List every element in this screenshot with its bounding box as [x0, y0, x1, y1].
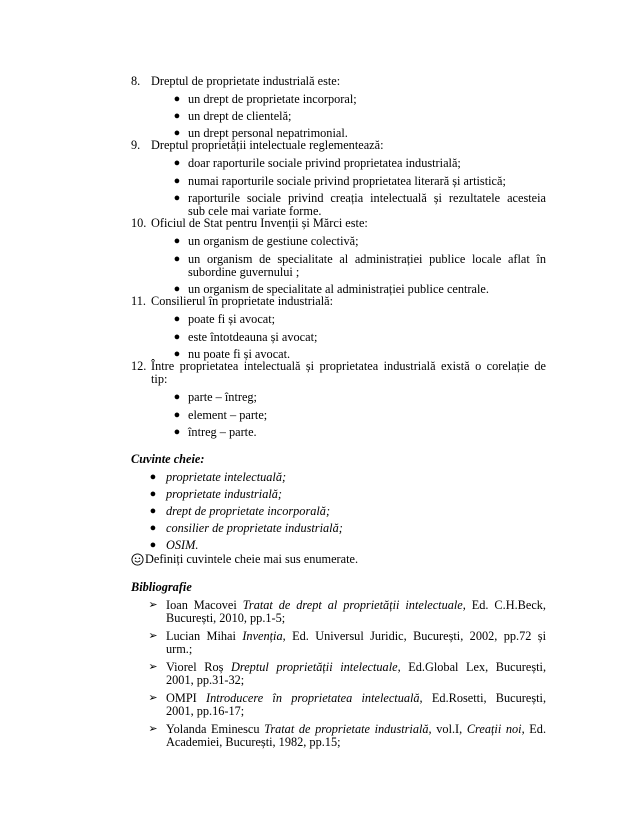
bib-publisher: Ed.Global Lex, București, — [408, 660, 547, 674]
bibliography-entry-1-cont: București, 2010, pp.1-5; — [166, 611, 286, 625]
bullet-icon: ● — [173, 157, 181, 169]
arrow-bullet-icon: ➢ — [148, 661, 158, 673]
bib-author: Lucian Mihai — [166, 629, 236, 643]
question-8-option-b: un drept de clientelă; — [188, 109, 292, 123]
question-9-stem: Dreptul proprietății intelectuale reglementează: — [151, 138, 384, 152]
bullet-icon: ● — [173, 409, 181, 421]
bib-publisher: Ed. C.H.Beck, — [471, 598, 546, 612]
question-11-option-b: este întotdeauna și avocat; — [188, 330, 318, 344]
bullet-icon: ● — [173, 313, 181, 325]
bibliography-entry-3-cont: 2001, pp.31-32; — [166, 673, 245, 687]
question-12-option-c: întreg – parte. — [188, 425, 257, 439]
bullet-icon: ● — [173, 391, 181, 403]
question-9-option-b: numai raporturile sociale privind proprietatea literară și artistică; — [188, 174, 506, 188]
bib-publisher: Ed.Rosetti, București, — [431, 691, 547, 705]
question-9-option-c: raporturile sociale privind creația intelectuală și rezultatele acesteia — [188, 191, 546, 205]
keywords-heading: Cuvinte cheie: — [131, 452, 205, 466]
bib-author: OMPI — [166, 691, 197, 705]
question-10-option-c: un organism de specialitate al administrației publice centrale. — [188, 282, 489, 296]
bib-title: Tratat de proprietate industrială, — [264, 722, 432, 736]
bullet-icon: ● — [149, 522, 157, 534]
bullet-icon: ● — [149, 505, 157, 517]
keyword-item: drept de proprietate incorporală; — [166, 504, 331, 518]
bullet-icon: ● — [173, 426, 181, 438]
question-9-option-c-cont: sub cele mai variate forme. — [188, 204, 322, 218]
bullet-icon: ● — [173, 331, 181, 343]
question-12-stem: Între proprietatea intelectuală și proprietatea industrială există o corelație de — [151, 359, 546, 373]
keyword-item: proprietate industrială; — [166, 487, 283, 501]
bib-subtitle: Creații noi, — [466, 722, 525, 736]
bibliography-entry-5-cont: Academiei, București, 1982, pp.15; — [166, 735, 341, 749]
bullet-icon: ● — [173, 235, 181, 247]
question-11-option-c: nu poate fi și avocat. — [188, 347, 291, 361]
bib-title: Dreptul proprietății intelectuale, — [231, 660, 401, 674]
question-11-option-a: poate fi și avocat; — [188, 312, 276, 326]
question-8-option-c: un drept personal nepatrimonial. — [188, 126, 348, 140]
bib-title: Invenția, — [242, 629, 286, 643]
bibliography-entry-4-cont: 2001, pp.16-17; — [166, 704, 245, 718]
bibliography-heading: Bibliografie — [131, 580, 192, 594]
bib-author: Ioan Macovei — [166, 598, 237, 612]
question-12-option-b: element – parte; — [188, 408, 268, 422]
question-8-stem: Dreptul de proprietate industrială este: — [151, 74, 341, 88]
question-10-option-b-cont: subordine guvernului ; — [188, 265, 300, 279]
question-12-number: 12. — [131, 359, 147, 373]
question-12-option-a: parte – întreg; — [188, 390, 257, 404]
arrow-bullet-icon: ➢ — [148, 630, 158, 642]
bib-title: Tratat de drept al proprietății intelectuale, — [242, 598, 466, 612]
bib-author: Yolanda Eminescu — [166, 722, 260, 736]
bullet-icon: ● — [173, 283, 181, 295]
question-11-stem: Consilierul în proprietate industrială: — [151, 294, 334, 308]
arrow-bullet-icon: ➢ — [148, 723, 158, 735]
question-11-number: 11. — [131, 294, 146, 308]
keywords-task: Definiți cuvintele cheie mai sus enumerate. — [145, 552, 359, 566]
question-8-number: 8. — [131, 74, 141, 88]
bullet-icon: ● — [173, 253, 181, 265]
bullet-icon: ● — [173, 110, 181, 122]
bib-publisher: Ed. Universul Juridic, București, 2002, pp.72 și — [292, 629, 547, 643]
bullet-icon: ● — [173, 192, 181, 204]
bibliography-entry-2-cont: urm.; — [166, 642, 193, 656]
bib-volume: vol.I, — [436, 722, 463, 736]
smiley-icon — [131, 553, 144, 566]
bullet-icon: ● — [149, 539, 157, 551]
bullet-icon: ● — [149, 471, 157, 483]
bullet-icon: ● — [173, 93, 181, 105]
keyword-item: OSIM. — [166, 538, 199, 552]
question-12-stem-cont: tip: — [151, 372, 168, 386]
question-10-option-a: un organism de gestiune colectivă; — [188, 234, 359, 248]
arrow-bullet-icon: ➢ — [148, 599, 158, 611]
bullet-icon: ● — [173, 127, 181, 139]
bib-author: Viorel Roș — [166, 660, 224, 674]
bib-publisher: Ed. — [529, 722, 547, 736]
bibliography-entry-2 — [166, 629, 546, 644]
bullet-icon: ● — [149, 488, 157, 500]
question-9-number: 9. — [131, 138, 141, 152]
bib-title: Introducere în proprietatea intelectuală, — [206, 691, 423, 705]
keyword-item: proprietate intelectuală; — [166, 470, 287, 484]
question-10-stem: Oficiul de Stat pentru Invenții și Mărci este: — [151, 216, 368, 230]
question-10-number: 10. — [131, 216, 147, 230]
question-8-option-a: un drept de proprietate incorporal; — [188, 92, 357, 106]
question-10-option-b: un organism de specialitate al administrației publice locale aflat în — [188, 252, 546, 266]
bullet-icon: ● — [173, 348, 181, 360]
question-9-option-a: doar raporturile sociale privind proprietatea industrială; — [188, 156, 461, 170]
arrow-bullet-icon: ➢ — [148, 692, 158, 704]
bullet-icon: ● — [173, 175, 181, 187]
keyword-item: consilier de proprietate industrială; — [166, 521, 343, 535]
